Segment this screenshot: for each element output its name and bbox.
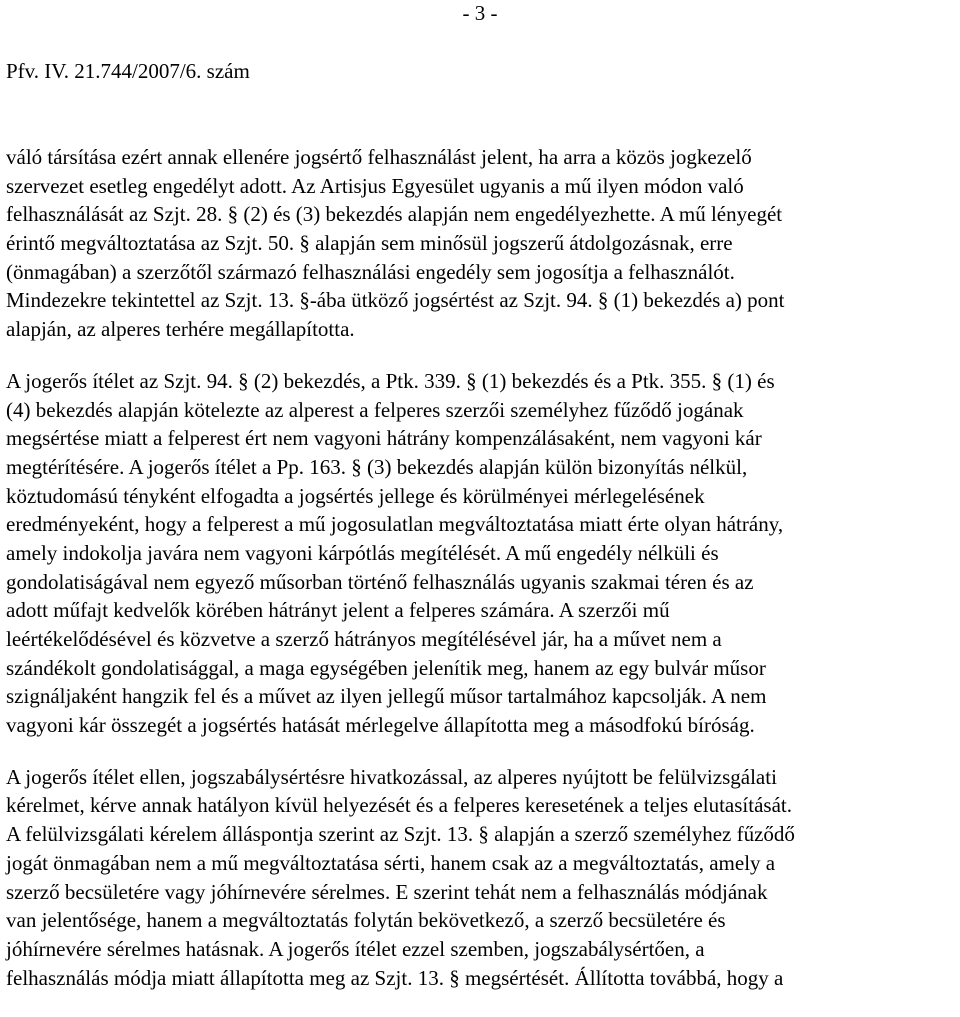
text-line: szervezet esetleg engedélyt adott. Az Artisjus Egyesület ugyanis a mű ilyen módon való <box>6 173 744 198</box>
text-line: szerző becsületére vagy jóhírnevére sérelmes. E szerint tehát nem a felhasználás módjának <box>6 879 768 904</box>
text-line: amely indokolja javára nem vagyoni kárpótlás megítélését. A mű engedély nélküli és <box>6 540 719 565</box>
text-line: leértékelődésével és közvetve a szerző hátrányos megítélésével jár, ha a művet nem a <box>6 627 722 651</box>
text-line: felhasználás módja miatt állapította meg az Szjt. 13. § megsértését. Állította továbbá, hogy a <box>6 965 784 990</box>
text-line: A jogerős ítélet ellen, jogszabálysértésre hivatkozással, az alperes nyújtott be felülvizsgálati <box>6 764 777 789</box>
text-line: jóhírnevére sérelmes hatásnak. A jogerős ítélet ezzel szemben, jogszabálysértően, a <box>6 936 705 961</box>
paragraph-1 <box>6 143 960 344</box>
paragraph-2 <box>6 367 960 740</box>
text-line: váló társítása ezért annak ellenére jogsértő felhasználást jelent, ha arra a közös jogkezelő <box>6 145 752 169</box>
text-line: van jelentősége, hanem a megváltoztatás folytán bekövetkező, a szerző becsületére és <box>6 908 726 933</box>
case-number: Pfv. IV. 21.744/2007/6. szám <box>6 59 250 83</box>
text-line: (4) bekezdés alapján kötelezte az alperest a felperes szerzői személyhez fűződő jogának <box>6 397 744 422</box>
text-line: vagyoni kár összegét a jogsértés hatását mérlegelve állapította meg a másodfokú bíróság. <box>6 713 755 738</box>
text-line: gondolatiságával nem egyező műsorban történő felhasználás ugyanis szakmai téren és az <box>6 569 754 594</box>
text-line: szignáljaként hangzik fel és a művet az ilyen jellegű műsor tartalmához kapcsolják. A nem <box>6 684 767 709</box>
text-line: (önmagában) a szerzőtől származó felhasználási engedély sem jogosítja a felhasználót. <box>6 259 735 284</box>
paragraph-3 <box>6 763 960 993</box>
paragraph-gap <box>6 344 960 367</box>
text-line: Mindezekre tekintettel az Szjt. 13. §-ába ütköző jogsértést az Szjt. 94. § (1) bekezdés a) pont <box>6 288 785 313</box>
text-line: megsértése miatt a felperest ért nem vagyoni hátrány kompenzálásaként, nem vagyoni kár <box>6 426 762 451</box>
text-line: eredményeként, hogy a felperest a mű jogosulatlan megváltoztatása miatt érte olyan hátrány, <box>6 512 784 537</box>
text-line: adott műfajt kedvelők körében hátrányt jelent a felperes számára. A szerzői mű <box>6 598 670 623</box>
text-line: A jogerős ítélet az Szjt. 94. § (2) bekezdés, a Ptk. 339. § (1) bekezdés és a Ptk. 355. § (1) és <box>6 368 775 393</box>
text-line: köztudomású tényként elfogadta a jogsértés jellege és körülményei mérlegelésének <box>6 483 705 508</box>
text-line: jogát önmagában nem a mű megváltoztatása sérti, hanem csak az a megváltoztatás, amely a <box>6 850 776 875</box>
text-line: megtérítésére. A jogerős ítélet a Pp. 163. § (3) bekezdés alapján külön bizonyítás nélkül, <box>6 454 748 479</box>
text-line: felhasználását az Szjt. 28. § (2) és (3) bekezdés alapján nem engedélyezhette. A mű lényegét <box>6 202 783 227</box>
page-number: - 3 - <box>462 1 498 25</box>
document-body <box>6 143 960 992</box>
text-line: alapján, az alperes terhére megállapította. <box>6 317 355 342</box>
text-line: szándékolt gondolatisággal, a maga egységében jelenítik meg, hanem az egy bulvár műsor <box>6 655 766 680</box>
text-line: kérelmet, kérve annak hatályon kívül helyezését és a felperes keresetének a teljes elutasítását. <box>6 793 792 818</box>
paragraph-gap <box>6 740 960 763</box>
text-line: érintő megváltoztatása az Szjt. 50. § alapján sem minősül jogszerű átdolgozásnak, erre <box>6 231 733 256</box>
text-line: A felülvizsgálati kérelem álláspontja szerint az Szjt. 13. § alapján a szerző személyhez fűződő <box>6 822 795 847</box>
